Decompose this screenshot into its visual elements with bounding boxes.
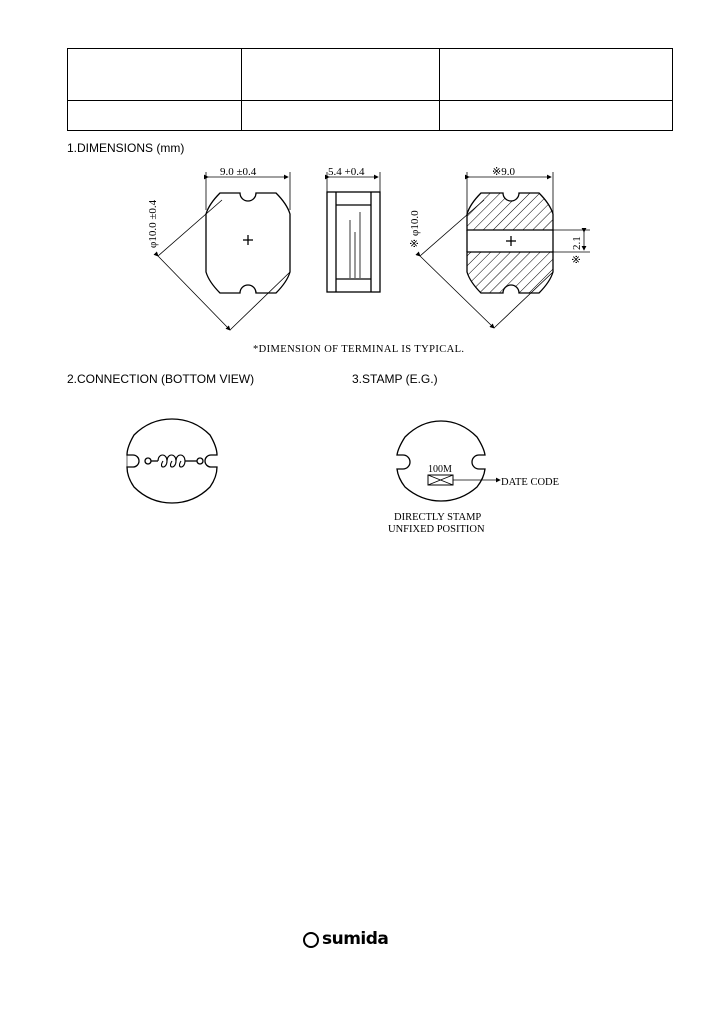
front-view-dim-diameter xyxy=(158,200,290,330)
dim-terminal-diameter-label: ※ φ10.0 xyxy=(409,210,421,248)
sumida-logo-icon xyxy=(303,932,319,948)
connection-view xyxy=(127,419,217,503)
dim-diameter-label: φ10.0 ±0.4 xyxy=(147,199,159,248)
section-title-connection: 2.CONNECTION (BOTTOM VIEW) xyxy=(67,372,255,386)
brand-name: sumida xyxy=(322,929,389,949)
dim-terminal-height-label: 2.1 xyxy=(571,236,583,250)
brand-logo xyxy=(303,929,389,952)
dim-terminal-mark: ※ xyxy=(571,254,583,264)
terminal-view xyxy=(467,193,553,293)
stamp-date-code-label: DATE CODE xyxy=(501,477,560,488)
stamp-note-line2: UNFIXED POSITION xyxy=(388,524,485,535)
stamp-value: 100M xyxy=(428,464,452,475)
dim-width-label: 9.0 ±0.4 xyxy=(220,166,257,178)
front-view xyxy=(206,193,290,293)
terminal-view-dims xyxy=(420,172,590,328)
dim-height-label: 5.4 +0.4 xyxy=(328,166,365,178)
side-view xyxy=(327,192,380,292)
dimension-note: *DIMENSION OF TERMINAL IS TYPICAL. xyxy=(253,344,465,355)
section-title-stamp: 3.STAMP (E.G.) xyxy=(352,372,438,386)
stamp-view xyxy=(397,421,485,501)
dim-terminal-width-label: ※9.0 xyxy=(492,166,515,178)
stamp-note-line1: DIRECTLY STAMP xyxy=(394,512,482,523)
section-title-dimensions: 1.DIMENSIONS (mm) xyxy=(67,141,185,155)
